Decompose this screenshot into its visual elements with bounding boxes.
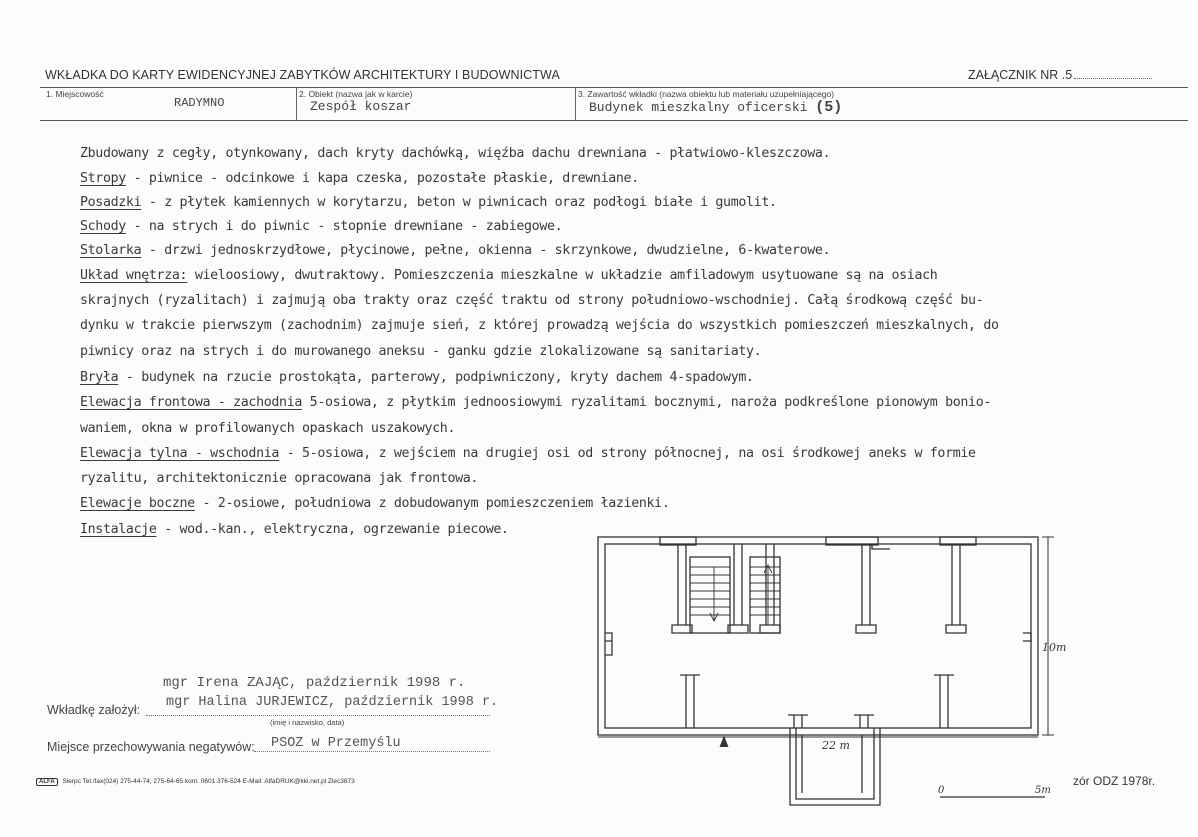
plan-depth-dimension: 10m	[1042, 641, 1067, 654]
description-heading: Bryła	[80, 370, 119, 385]
description-line	[80, 146, 830, 161]
description-text: 5-osiowa, z płytkim jednoosiowymi ryzalitami bocznymi, naroża podkreślone pionowym bonio-	[302, 395, 992, 410]
field-3-text: Budynek mieszkalny oficerski	[589, 100, 808, 115]
description-line	[80, 171, 639, 186]
description-heading: Elewacje boczne	[80, 496, 195, 511]
field-divider-2	[575, 88, 576, 120]
description-heading: Elewacja tylna - wschodnia	[80, 446, 280, 461]
annex-label	[968, 68, 1152, 82]
field-3-value	[589, 99, 842, 116]
dimension-lines	[598, 537, 1054, 747]
document-title: WKŁADKA DO KARTY EWIDENCYJNEJ ZABYTKÓW ARCHITEKTURY I BUDOWNICTWA	[45, 68, 560, 82]
description-line	[80, 471, 478, 486]
plan-width-dimension: 22 m	[822, 739, 850, 752]
description-line	[80, 446, 976, 461]
printer-text: Sierpc Tel./fax(024) 275-44-74; 275-64-65 kom. 0601 376-524 E-Mail: AlfaDRUK@kki.net.pl Zlec3873	[62, 778, 355, 785]
description-line	[80, 522, 509, 537]
description-text: waniem, okna w profilowanych opaskach uszakowych.	[80, 421, 456, 436]
annex-dotted-line	[1074, 68, 1152, 79]
negatives-dotted-line	[254, 751, 490, 752]
outer-wall-inner	[605, 544, 1031, 728]
founded-by-label: Wkładkę założył:	[47, 703, 141, 717]
scale-end-label: 5m	[1035, 785, 1051, 796]
description-line	[80, 268, 937, 283]
description-text: - z płytek kamiennych w korytarzu, beton w piwnicach oraz podłogi białe i gumolit.	[141, 195, 777, 210]
description-text: wieloosiowy, dwutraktowy. Pomieszczenia mieszkalne w układzie amfiladowym usytuowane są na osiach	[187, 268, 938, 283]
description-line	[80, 318, 999, 333]
description-text: - na strych i do piwnic - stopnie drewniane - zabiegowe.	[125, 219, 563, 234]
description-text: ryzalitu, architektonicznie opracowana jak frontowa.	[80, 471, 479, 486]
description-text: - drzwi jednoskrzydłowe, płycinowe, pełne, okienna - skrzynkowe, dwudzielne, 6-kwaterowe.	[141, 243, 831, 258]
description-heading: Układ wnętrza:	[80, 268, 188, 283]
description-text: dynku w trakcie pierwszym (zachodnim) zajmuje sień, z której prowadzą wejścia do wszystkich pomieszczeń mieszkalnych, do	[80, 318, 999, 333]
annex-label-text: ZAŁĄCZNIK NR	[968, 68, 1059, 82]
field-1-label: 1. Miejscowość	[46, 89, 104, 99]
description-heading: Schody	[80, 219, 126, 234]
description-text: - budynek na rzucie prostokąta, parterowy, podpiwniczony, kryty dachem 4-spadowym.	[118, 370, 754, 385]
field-3-number: (5)	[815, 99, 843, 116]
description-line	[80, 496, 669, 511]
field-2-label: 2. Obiekt (nazwa jak w karcie)	[299, 89, 413, 99]
floor-plan	[590, 515, 1080, 830]
field-divider-1	[296, 88, 297, 120]
description-heading: Instalacje	[80, 522, 157, 537]
scale-start-label: 0	[938, 785, 945, 796]
header-top-rule	[40, 87, 1188, 88]
annex-number: .5	[1061, 68, 1073, 82]
negatives-storage-label: Miejsce przechowywania negatywów:	[47, 740, 255, 754]
printer-logo: ALFA	[36, 778, 58, 786]
header-bottom-rule	[40, 120, 1188, 121]
field-3-label: 3. Zawartość wkładki (nazwa obiektu lub materiału uzupełniającego)	[578, 89, 835, 99]
description-text: - wod.-kan., elektryczna, ogrzewanie piecowe.	[156, 522, 509, 537]
description-line	[80, 370, 754, 385]
description-heading: Stropy	[80, 171, 126, 186]
description-line	[80, 395, 991, 410]
description-line	[80, 195, 777, 210]
field-2-value: Zespół koszar	[310, 99, 412, 114]
description-line	[80, 421, 455, 436]
description-text: - 2-osiowe, południowa z dobudowanym pomieszczeniem łazienki.	[194, 496, 670, 511]
description-line	[80, 293, 983, 308]
description-text: - 5-osiowa, z wejściem na drugiej osi od strony północnej, na osi środkowej aneks w formie	[279, 446, 976, 461]
author-2: mgr Halina JURJEWICZ, październik 1998 r.	[166, 695, 499, 710]
name-date-note: (imię i nazwisko, data)	[270, 718, 345, 727]
description-line	[80, 243, 830, 258]
negatives-storage-value: PSOZ w Przemyślu	[271, 736, 401, 751]
description-line	[80, 344, 761, 359]
description-heading: Posadzki	[80, 195, 142, 210]
description-text: - piwnice - odcinkowe i kapa czeska, pozostałe płaskie, drewniane.	[125, 171, 639, 186]
form-code: zór ODZ 1978r.	[1073, 774, 1156, 788]
founded-by-dotted-line	[146, 715, 490, 716]
description-text: Zbudowany z cegły, otynkowany, dach kryty dachówką, więźba dachu drewniana - płatwiowo-kleszczowa.	[80, 146, 831, 161]
plan-walls	[598, 537, 1038, 805]
printer-imprint	[36, 778, 355, 786]
description-heading: Elewacja frontowa - zachodnia	[80, 395, 303, 410]
field-1-value: RADYMNO	[174, 96, 225, 110]
author-1: mgr Irena ZAJĄC, październik 1998 r.	[163, 675, 466, 691]
description-text: piwnicy oraz na strych i do murowanego aneksu - ganku gdzie zlokalizowane są sanitariaty.	[80, 344, 762, 359]
description-text: skrajnych (ryzalitach) i zajmują oba trakty oraz część traktu od strony południowo-wschodniej. Całą środkową część bu-	[80, 293, 984, 308]
description-heading: Stolarka	[80, 243, 142, 258]
description-line	[80, 219, 562, 234]
outer-wall-outer	[598, 537, 1038, 735]
